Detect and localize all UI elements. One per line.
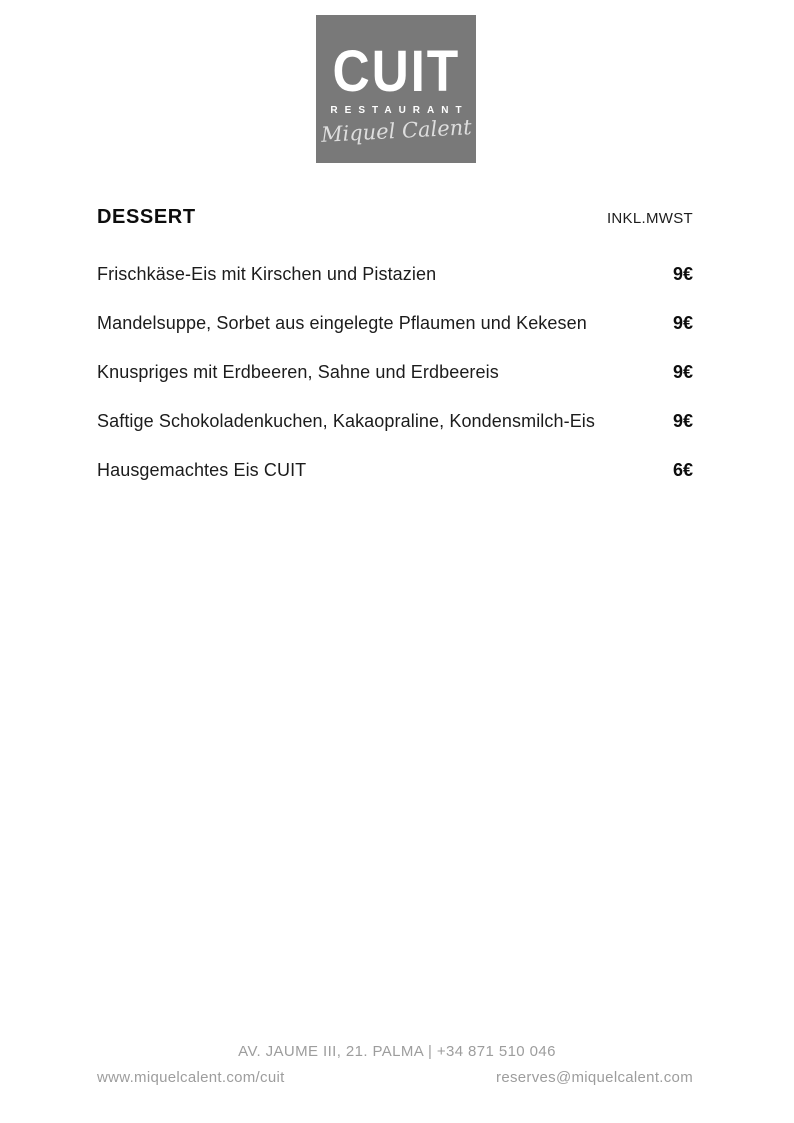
menu-item-name: Mandelsuppe, Sorbet aus eingelegte Pflaumen und Kekesen xyxy=(97,313,587,333)
menu-header xyxy=(97,206,693,229)
menu-item-list xyxy=(97,250,693,495)
section-title: DESSERT xyxy=(97,206,196,228)
menu-item-name: Hausgemachtes Eis CUIT xyxy=(97,460,307,480)
footer-email: reserves@miquelcalent.com xyxy=(496,1069,693,1086)
logo-subtitle-text: RESTAURANT xyxy=(330,104,469,116)
restaurant-logo xyxy=(316,15,476,163)
footer-links xyxy=(97,1069,693,1086)
footer-website: www.miquelcalent.com/cuit xyxy=(97,1069,285,1086)
menu-item xyxy=(97,250,693,299)
menu-item-price: 9€ xyxy=(672,362,693,382)
menu-item xyxy=(97,348,693,397)
menu-item xyxy=(97,397,693,446)
tax-note: INKL.MWST xyxy=(606,210,693,227)
menu-item xyxy=(97,299,693,348)
logo-brand-text: CUIT xyxy=(332,36,460,104)
menu-item xyxy=(97,446,693,495)
menu-item-price: 6€ xyxy=(672,460,693,480)
footer-address: AV. JAUME III, 21. PALMA | +34 871 510 046 xyxy=(238,1043,556,1060)
menu-item-price: 9€ xyxy=(672,313,693,333)
menu-item-name: Saftige Schokoladenkuchen, Kakaopraline, Kondensmilch-Eis xyxy=(97,411,596,431)
menu-item-name: Frischkäse-Eis mit Kirschen und Pistazien xyxy=(97,264,437,284)
menu-item-name: Knuspriges mit Erdbeeren, Sahne und Erdbeereis xyxy=(97,362,499,382)
menu-item-price: 9€ xyxy=(672,411,693,431)
logo-signature-text: Miquel Calent xyxy=(320,114,472,147)
menu-item-price: 9€ xyxy=(672,264,693,284)
